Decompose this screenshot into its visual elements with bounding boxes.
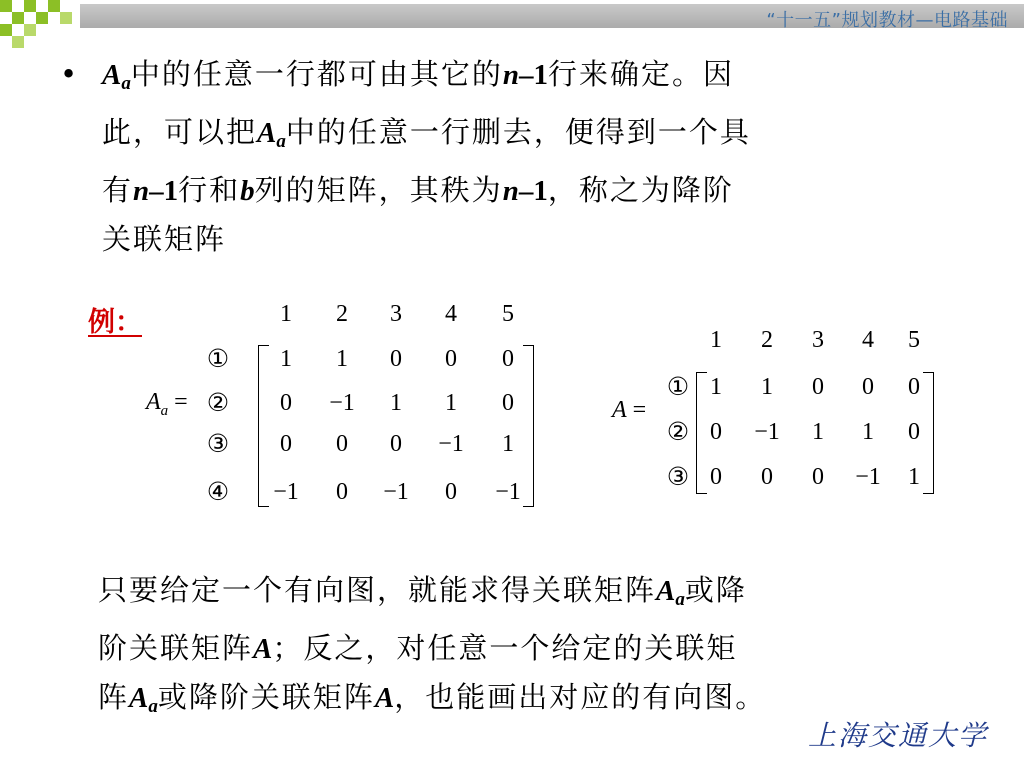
matrix-entry: 0 (336, 479, 348, 505)
matrix-entry: 1 (445, 390, 457, 416)
matrix-entry: −1 (329, 390, 355, 416)
matrix-entry: 0 (862, 374, 874, 400)
node-label: ③ (206, 429, 230, 458)
matrix-a-lhs: A = (612, 397, 647, 423)
matrix-entry: 0 (390, 346, 402, 372)
bullet-marker: • (60, 57, 80, 91)
column-header: 5 (502, 301, 514, 327)
matrix-entry: −1 (438, 431, 464, 457)
matrix-entry: 1 (336, 346, 348, 372)
node-label: ② (206, 388, 230, 417)
symbol-A: $A_a$ (129, 682, 158, 717)
column-header: 2 (761, 327, 773, 353)
column-header: 5 (908, 327, 920, 353)
matrix-entry: 0 (710, 464, 722, 490)
matrix-aa-left-bracket (258, 345, 269, 507)
matrix-entry: 0 (908, 419, 920, 445)
matrix-entry: 1 (390, 390, 402, 416)
matrix-entry: 0 (710, 419, 722, 445)
matrix-entry: 0 (445, 346, 457, 372)
matrix-entry: −1 (855, 464, 881, 490)
column-header: 3 (812, 327, 824, 353)
column-header: 1 (710, 327, 722, 353)
node-label: ③ (666, 462, 690, 491)
column-header: 4 (445, 301, 457, 327)
node-label: ① (206, 344, 230, 373)
intro-line-3: 有n–1行和b列的矩阵，其秩为n–1，称之为降阶 (102, 173, 734, 207)
matrix-entry: 0 (390, 431, 402, 457)
matrix-entry: 1 (502, 431, 514, 457)
node-label: ② (666, 417, 690, 446)
intro-line-1: $A_a$中的任意一行都可由其它的n–1行来确定。因 (102, 57, 735, 94)
example-label: 例： (88, 307, 142, 338)
matrix-aa-right-bracket (523, 345, 534, 507)
matrix-entry: 1 (862, 419, 874, 445)
intro-line-4: 关联矩阵 (102, 222, 227, 256)
matrix-entry: 0 (908, 374, 920, 400)
matrix-entry: 1 (761, 374, 773, 400)
matrix-entry: 1 (280, 346, 292, 372)
matrix-entry: 0 (502, 390, 514, 416)
column-header: 1 (280, 301, 292, 327)
matrix-entry: −1 (495, 479, 521, 505)
outro-line-1: 只要给定一个有向图，就能求得关联矩阵$A_a$或降 (98, 573, 747, 610)
matrix-entry: 0 (336, 431, 348, 457)
outro-line-2: 阶关联矩阵A；反之，对任意一个给定的关联矩 (98, 631, 738, 665)
matrix-entry: −1 (273, 479, 299, 505)
matrix-entry: 1 (908, 464, 920, 490)
node-label: ④ (206, 477, 230, 506)
header-checker-decoration (0, 0, 80, 50)
node-label: ① (666, 372, 690, 401)
matrix-entry: 0 (812, 374, 824, 400)
matrix-entry: −1 (383, 479, 409, 505)
matrix-entry: 0 (761, 464, 773, 490)
matrix-entry: −1 (754, 419, 780, 445)
matrix-entry: 0 (280, 390, 292, 416)
matrix-entry: 0 (812, 464, 824, 490)
sjtu-logo: 上海交通大学 (807, 719, 988, 752)
matrix-entry: 0 (280, 431, 292, 457)
symbol-A: $A_a$ (257, 117, 286, 152)
outro-paragraph (98, 566, 978, 731)
matrix-entry: 1 (710, 374, 722, 400)
matrix-aa-lhs: $A_a$ = (146, 389, 188, 419)
intro-line-2: 此，可以把$A_a$中的任意一行删去，便得到一个具 (102, 115, 751, 152)
matrix-a-right-bracket (923, 372, 934, 494)
column-header: 2 (336, 301, 348, 327)
header-title: “十一五”规划教材—电路基础 (766, 10, 1008, 31)
matrix-entry: 1 (812, 419, 824, 445)
matrix-a-left-bracket (696, 372, 707, 494)
matrix-entry: 0 (445, 479, 457, 505)
outro-line-3: 阵$A_a$或降阶关联矩阵A，也能画出对应的有向图。 (98, 680, 767, 717)
column-header: 3 (390, 301, 402, 327)
symbol-A: $A_a$ (102, 59, 131, 94)
column-header: 4 (862, 327, 874, 353)
symbol-A: $A_a$ (656, 575, 685, 610)
matrix-entry: 0 (502, 346, 514, 372)
